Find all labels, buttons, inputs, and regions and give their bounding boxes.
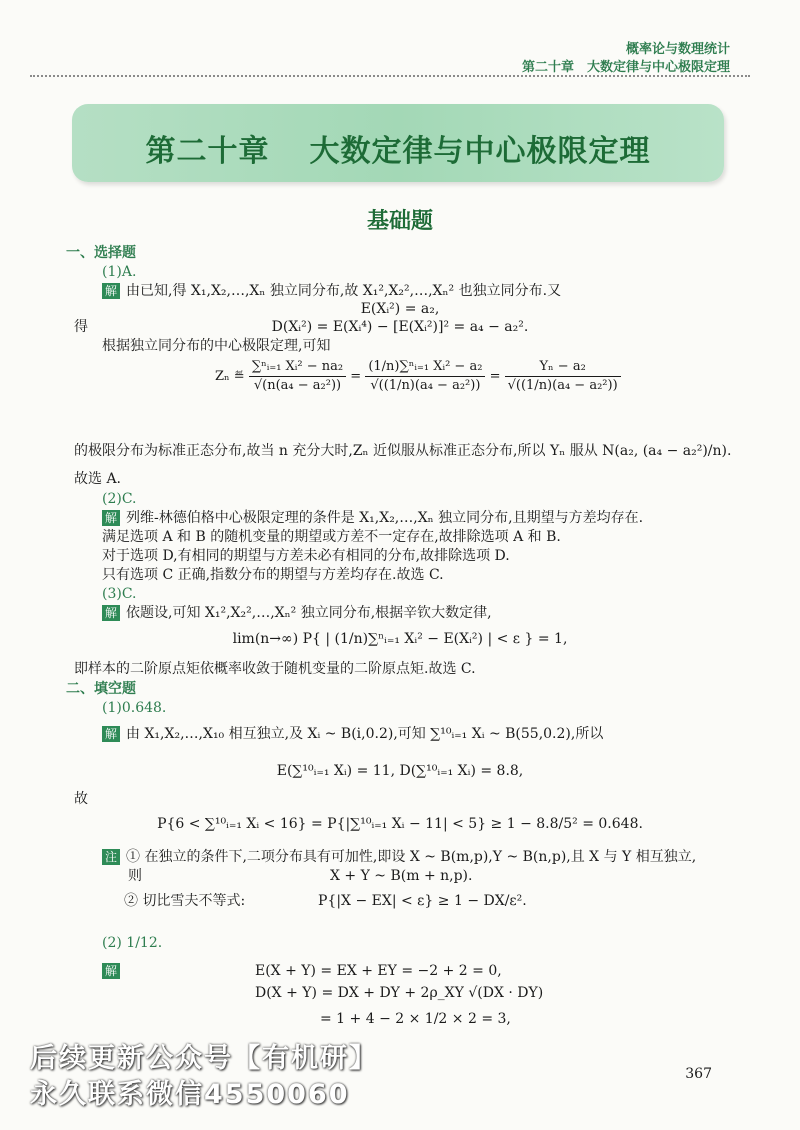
note-line-3-prefix: ② 切比雪夫不等式: — [124, 893, 246, 909]
f2-line-2: D(X + Y) = DX + DY + 2ρ_XY √(DX · DY) — [255, 985, 544, 1001]
fraction-2: $\frac{\text{(1/n)∑ⁿᵢ₌₁ Xᵢ² − a₂}}{\text{√((1/n)(a₄ − a₂²))}}$ — [365, 358, 485, 395]
chapter-banner — [72, 104, 724, 182]
note-line-2-prefix: 则 — [128, 868, 142, 884]
header-book-title: 概率论与数理统计 — [625, 42, 730, 57]
watermark-line-1: 后续更新公众号【有机研】 — [30, 1043, 378, 1074]
solution-tag: 解 — [102, 726, 120, 742]
q1-formula: Zₙ ≝ $\frac{\text{∑ⁿᵢ₌₁ Xᵢ² − na₂}}{\text{√(n(a₄ − a₂²))}}$ = $\frac{\text{(1/n)∑ⁿᵢ₌₁ Xᵢ² − a₂}}{\text{√((1/n)(a₄ − a₂²))}}$ = $\frac{\text{Yₙ − a₂}}{\text{√((1/n)(a₄ − a₂²))}}$ — [215, 358, 621, 395]
q1-line-3: D(Xᵢ²) = E(Xᵢ⁴) − [E(Xᵢ²)]² = a₄ − a₂². — [271, 319, 529, 335]
q2-line-3: 对于选项 D,有相同的期望与方差未必有相同的分布,故排除选项 D. — [102, 548, 510, 564]
q1-line-2: E(Xᵢ²) = a₂, — [360, 301, 440, 317]
f2-tag-line — [102, 962, 126, 980]
q1-line-7: 故选 A. — [74, 471, 122, 487]
q3-line-1: 解 依题设,可知 X₁²,X₂²,…,Xₙ² 独立同分布,根据辛钦大数定律, — [102, 604, 492, 622]
q3-answer: (3)C. — [102, 586, 137, 602]
f1-line-4: P{6 < ∑¹⁰ᵢ₌₁ Xᵢ < 16} = P{|∑¹⁰ᵢ₌₁ Xᵢ − 11| < 5} ≥ 1 − 8.8/5² = 0.648. — [157, 816, 643, 832]
note-line-2: X + Y ~ B(m + n,p). — [330, 868, 473, 884]
header-divider — [30, 75, 750, 77]
fraction-3: $\frac{\text{Yₙ − a₂}}{\text{√((1/n)(a₄ − a₂²))}}$ — [505, 358, 621, 395]
q2-line-4: 只有选项 C 正确,指数分布的期望与方差均存在.故选 C. — [102, 567, 444, 583]
q2-answer: (2)C. — [102, 491, 137, 507]
solution-tag: 解 — [102, 605, 120, 621]
f1-line-2: E(∑¹⁰ᵢ₌₁ Xᵢ) = 11, D(∑¹⁰ᵢ₌₁ Xᵢ) = 8.8, — [276, 763, 524, 779]
chapter-title — [72, 126, 724, 170]
q1-line-1: 解 由已知,得 X₁,X₂,…,Xₙ 独立同分布,故 X₁²,X₂²,…,Xₙ² 也独立同分布.又 — [102, 282, 561, 300]
q3-line-3: 即样本的二阶原点矩依概率收敛于随机变量的二阶原点矩.故选 C. — [74, 661, 476, 677]
note-line-1: 注 ① 在独立的条件下,二项分布具有可加性,即设 X ~ B(m,p),Y ~ B(n,p),且 X 与 Y 相互独立, — [102, 848, 696, 866]
f2-line-3: = 1 + 4 − 2 × 1/2 × 2 = 3, — [320, 1011, 511, 1027]
watermark-line-2: 永久联系微信4550060 — [30, 1079, 350, 1110]
f2-answer: (2) 1/12. — [102, 935, 163, 951]
note-tag: 注 — [102, 849, 120, 865]
f1-line-1: 解 由 X₁,X₂,…,X₁₀ 相互独立,及 Xᵢ ~ B(i,0.2),可知 ∑¹⁰ᵢ₌₁ Xᵢ ~ B(55,0.2),所以 — [102, 725, 603, 743]
solution-tag: 解 — [102, 283, 120, 299]
q2-line-2: 满足选项 A 和 B 的随机变量的期望或方差不一定存在,故排除选项 A 和 B. — [102, 529, 561, 545]
f1-line-3: 故 — [74, 791, 88, 807]
note-line-3: P{|X − EX| < ε} ≥ 1 − DX/ε². — [318, 893, 527, 909]
q2-line-1: 解 列维-林德伯格中心极限定理的条件是 X₁,X₂,…,Xₙ 独立同分布,且期望与方差均存在. — [102, 509, 643, 527]
f1-answer: (1)0.648. — [102, 700, 167, 716]
page-number: 367 — [685, 1066, 712, 1082]
q1-answer: (1)A. — [102, 264, 137, 280]
solution-tag: 解 — [102, 963, 120, 979]
q1-line-6: 的极限分布为标准正态分布,故当 n 充分大时,Zₙ 近似服从标准正态分布,所以 Yₙ 服从 N(a₂, (a₄ − a₂²)/n). — [74, 443, 732, 459]
section-choice-title: 一、选择题 — [66, 245, 136, 261]
section-fill-title: 二、填空题 — [66, 681, 136, 697]
fraction-1: $\frac{\text{∑ⁿᵢ₌₁ Xᵢ² − na₂}}{\text{√(n(a₄ − a₂²))}}$ — [249, 358, 346, 395]
header-chapter-title: 第二十章 大数定律与中心极限定理 — [521, 60, 730, 75]
chapter-number: 第二十章 — [145, 134, 270, 169]
section-heading: 基础题 — [366, 209, 433, 234]
solution-tag: 解 — [102, 510, 120, 526]
chapter-name: 大数定律与中心极限定理 — [309, 134, 651, 169]
f2-line-1: E(X + Y) = EX + EY = −2 + 2 = 0, — [255, 963, 502, 979]
q1-line-4: 根据独立同分布的中心极限定理,可知 — [102, 338, 331, 354]
q3-line-2: lim(n→∞) P{ | (1/n)∑ⁿᵢ₌₁ Xᵢ² − E(Xᵢ²) | < ε } = 1, — [232, 631, 568, 647]
q1-line-3-prefix: 得 — [74, 319, 88, 335]
